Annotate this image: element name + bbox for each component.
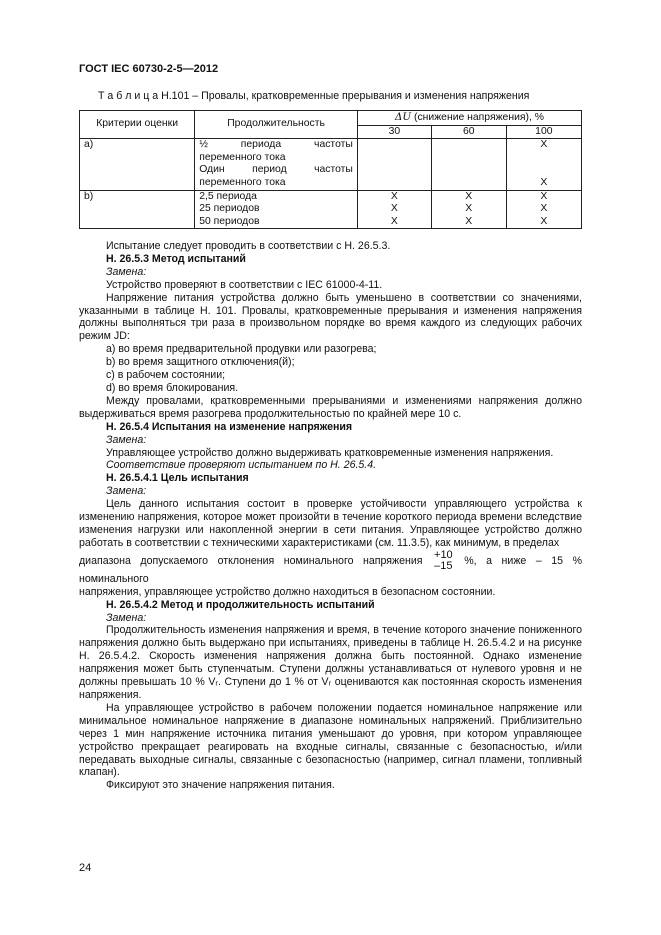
header-pct-100: 100 [506, 125, 581, 139]
paragraph: На управляющее устройство в рабочем положении подается номинальное напряжение или минимальное номинальное напряжение в диапазоне номинальных напряжений. Приблизительно через 1 мин напряжение источника питания уменьшают до уровня, при котором управляющее устройство прекращает реагировать на входные сигналы, связанные с безопасностью, и/или передавать выходные сигналы, связанные с безопасностью (например, сигнал пламени, топливный клапан). [79, 701, 582, 779]
row-a-ac-2: переменного тока [199, 176, 286, 188]
header-pct-60: 60 [431, 125, 506, 139]
header-pct-30: 30 [357, 125, 431, 139]
paragraph: Между провалами, кратковременными прерываниями и изменениями напряжения должно выдерживаться время разогрева продолжительностью по крайней мере 10 с. [79, 394, 582, 420]
paragraph: напряжения, управляющее устройство должно находиться в безопасном состоянии. [79, 585, 496, 598]
mark-x: X [540, 215, 548, 227]
row-b-duration [195, 190, 358, 229]
row-a-100 [506, 139, 581, 190]
list-item: b) во время защитного отключения(й); [106, 356, 295, 369]
tolerance-fraction [434, 550, 453, 572]
duration-item: 25 периодов [199, 203, 260, 215]
row-b-60 [431, 190, 506, 229]
tolerance-upper: +10 [434, 548, 453, 561]
delta-u-text: (снижение напряжения), % [414, 112, 544, 123]
section-heading: Н. 26.5.4.2 Метод и продолжительность испытаний [106, 598, 375, 611]
table-caption: Т а б л и ц а Н.101 – Провалы, кратковременные прерывания и изменения напряжения [98, 90, 530, 102]
table-row [80, 190, 582, 229]
paragraph: Напряжение питания устройства должно быть уменьшено в соответствии со значениями, указанными в таблице Н. 101. Провалы, кратковременные прерывания и изменения напряжения должны выполняться три раза в произвольном порядке во время каждого из следующих рабочих режим JD: [79, 291, 582, 343]
row-a-ac-1: переменного тока [199, 151, 286, 163]
tolerance-line [79, 550, 582, 586]
mark-x: X [540, 139, 548, 151]
header-duration: Продолжительность [195, 111, 358, 139]
row-b-criteria: b) [80, 190, 195, 229]
row-a-period: периода [240, 139, 282, 151]
mark-x: X [540, 203, 548, 215]
row-a-30 [357, 139, 431, 190]
row-a-criteria: а) [80, 139, 195, 190]
list-item: с) в рабочем состоянии; [106, 369, 226, 382]
delta-u-symbol: ΔU [394, 111, 412, 123]
list-item: а) во время предварительной продувки или разогрева; [106, 343, 377, 356]
row-a-duration [195, 139, 358, 190]
mark-x: X [390, 215, 398, 227]
header-delta-u [357, 111, 581, 126]
section-heading: Н. 26.5.4.1 Цель испытания [106, 472, 249, 485]
row-a-half: ½ [199, 139, 208, 151]
paragraph: Управляющее устройство должно выдерживать кратковременные изменения напряжения. [106, 446, 554, 459]
mark-x: X [465, 215, 473, 227]
replacement-note: Замена: [106, 265, 147, 278]
duration-item: 50 периодов [199, 215, 260, 227]
mark-x: X [390, 203, 398, 215]
compliance-note: Соответствие проверяют испытанием по Н. 26.5.4. [106, 459, 377, 472]
mark-x: X [390, 190, 398, 202]
replacement-note: Замена: [106, 433, 147, 446]
mark-x: X [465, 190, 473, 202]
row-a-60 [431, 139, 506, 190]
row-a-frequency: частоты [314, 139, 353, 151]
section-heading: Н. 26.5.4 Испытания на изменение напряжения [106, 420, 353, 433]
table-row [80, 139, 582, 190]
paragraph: Устройство проверяют в соответствии с IEC 61000-4-11. [106, 278, 383, 291]
replacement-note: Замена: [106, 485, 147, 498]
paragraph: Цель данного испытания состоит в проверке устойчивости управляющего устройства к изменению напряжения, которое может произойти в течение короткого периода времени вследствие изменения нагрузки или накопленной энергии в сети питания. Управляющее устройство должно работать в соответствии с техническими характеристиками (см. 11.3.5), как минимум, в пределах [79, 498, 582, 549]
tolerance-lower: –15 [434, 559, 453, 572]
row-a-one: Один [199, 164, 225, 176]
row-b-100 [506, 190, 581, 229]
paragraph: Фиксируют это значение напряжения питания. [106, 779, 335, 792]
paragraph: Испытание следует проводить в соответствии с Н. 26.5.3. [106, 240, 391, 252]
section-heading: Н. 26.5.3 Метод испытаний [106, 252, 246, 265]
tolerance-text: диапазона допускаемого отклонения номинального напряжения [79, 554, 423, 567]
row-a-frequency-2: частоты [314, 164, 353, 176]
duration-item: 2,5 периода [199, 190, 257, 202]
row-b-30 [357, 190, 431, 229]
document-header: ГОСТ IEC 60730-2-5—2012 [79, 63, 219, 75]
tolerance-text-2: %, а ниже – 15 % номинального [79, 554, 583, 585]
mark-x: X [465, 203, 473, 215]
mark-x: X [540, 190, 548, 202]
paragraph: Продолжительность изменения напряжения и время, в течение которого значение пониженного напряжения должно быть выдержано при испытаниях, приведены в таблице Н. 26.5.4.2 и на рисунке Н. 26.5.4.2. Скорость изменения напряжения должна быть постоянной. Однако изменение напряжения может быть ступенчатым. Ступени должны устанавливаться от нулевого уровня и не должны превышать 10 % Vᵣ. Ступени до 1 % от Vᵣ оцениваются как постоянная скорость изменения напряжения. [79, 624, 582, 701]
header-criteria: Критерии оценки [80, 111, 195, 139]
voltage-dips-table [79, 110, 582, 229]
replacement-note: Замена: [106, 611, 147, 624]
document-body [79, 240, 582, 792]
row-a-period-2: период [252, 164, 287, 176]
mark-x: X [540, 176, 548, 188]
page-number: 24 [79, 862, 92, 874]
list-item: d) во время блокирования. [106, 381, 239, 394]
